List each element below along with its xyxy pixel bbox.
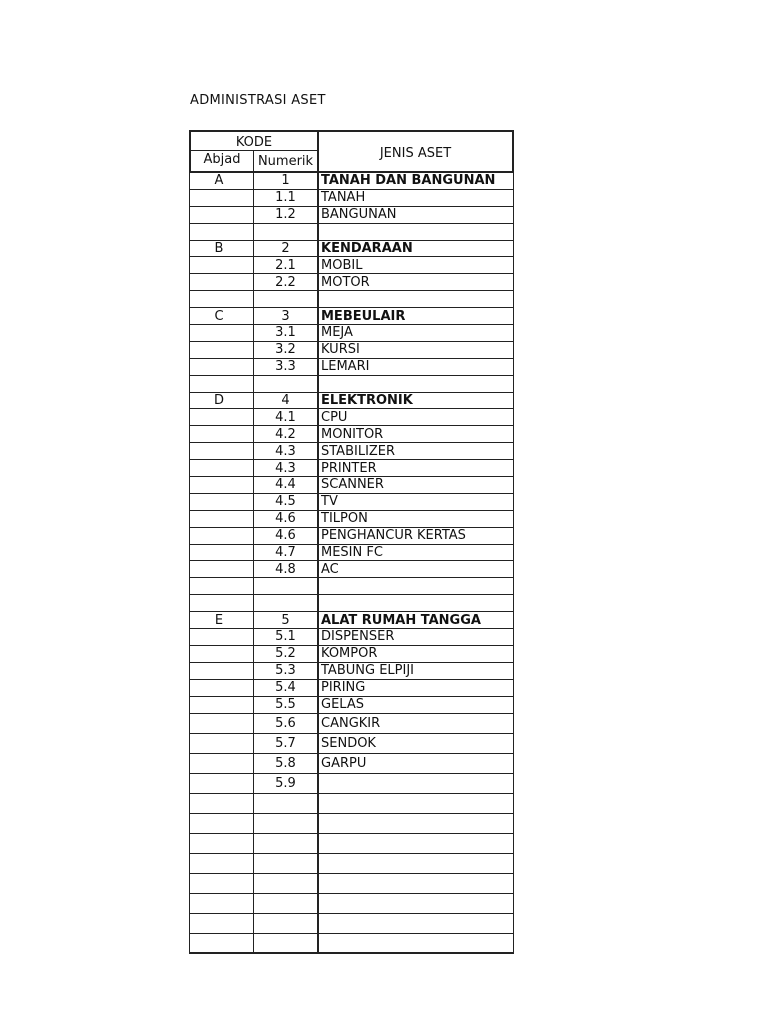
- cell-jenis-aset: TABUNG ELPIJI: [321, 663, 414, 679]
- cell-jenis-aset: SCANNER: [321, 477, 384, 493]
- table-row: [189, 274, 514, 291]
- cell-jenis-aset: TV: [321, 494, 338, 510]
- cell-abjad: D: [189, 393, 254, 409]
- cell-jenis-aset: [319, 814, 514, 833]
- cell-abjad: [189, 914, 254, 933]
- cell-jenis-aset: ELEKTRONIK: [321, 393, 413, 409]
- table-row: [189, 342, 514, 359]
- table-row: [189, 697, 514, 714]
- table-row: [189, 914, 514, 934]
- cell-numerik: [254, 934, 319, 953]
- table-row: [189, 207, 514, 224]
- table-row: [189, 663, 514, 680]
- cell-abjad: [189, 595, 254, 611]
- table-row: [189, 511, 514, 528]
- category-row: [189, 241, 514, 258]
- cell-jenis-aset: MOBIL: [321, 257, 363, 273]
- cell-jenis-aset: [319, 934, 514, 953]
- table-row: [189, 814, 514, 834]
- cell-numerik: 3: [254, 308, 319, 324]
- table-row: [189, 257, 514, 274]
- cell-abjad: [189, 697, 254, 713]
- cell-jenis-aset: MESIN FC: [321, 545, 383, 561]
- cell-jenis-aset: [319, 291, 514, 307]
- cell-abjad: [189, 207, 254, 223]
- cell-abjad: [189, 754, 254, 773]
- cell-numerik: 5.1: [254, 629, 319, 645]
- table-row: [189, 426, 514, 443]
- cell-numerik: [254, 874, 319, 893]
- header-kode: KODE: [189, 130, 319, 151]
- cell-abjad: [189, 734, 254, 753]
- table-row: [189, 774, 514, 794]
- table-row: [189, 834, 514, 854]
- table-row: [189, 794, 514, 814]
- table-row: [189, 934, 514, 954]
- table-row: [189, 190, 514, 207]
- cell-jenis-aset: CANGKIR: [321, 715, 381, 731]
- cell-abjad: [189, 409, 254, 425]
- cell-numerik: 4.3: [254, 460, 319, 476]
- cell-abjad: [189, 814, 254, 833]
- table-row: [189, 545, 514, 562]
- table-row: [189, 224, 514, 241]
- cell-numerik: 1.2: [254, 207, 319, 223]
- cell-jenis-aset: [319, 794, 514, 813]
- cell-abjad: [189, 578, 254, 594]
- cell-numerik: [254, 834, 319, 853]
- cell-abjad: [189, 359, 254, 375]
- cell-abjad: [189, 325, 254, 341]
- category-row: [189, 308, 514, 325]
- table-row: [189, 894, 514, 914]
- cell-jenis-aset: KENDARAAN: [321, 241, 413, 256]
- cell-abjad: [189, 511, 254, 527]
- cell-abjad: [189, 774, 254, 793]
- cell-abjad: [189, 934, 254, 953]
- table-row: [189, 494, 514, 511]
- cell-abjad: [189, 629, 254, 645]
- cell-jenis-aset: LEMARI: [321, 359, 370, 375]
- cell-numerik: 5: [254, 612, 319, 628]
- table-row: [189, 680, 514, 697]
- cell-numerik: 5.8: [254, 754, 319, 773]
- cell-numerik: 4.8: [254, 561, 319, 577]
- cell-numerik: 1: [254, 173, 319, 189]
- cell-numerik: 4.3: [254, 443, 319, 459]
- cell-jenis-aset: BANGUNAN: [321, 207, 397, 223]
- header-jenis-aset: JENIS ASET: [319, 130, 514, 173]
- cell-jenis-aset: [319, 914, 514, 933]
- cell-abjad: [189, 376, 254, 392]
- cell-abjad: [189, 894, 254, 913]
- cell-abjad: B: [189, 241, 254, 257]
- cell-jenis-aset: TILPON: [321, 511, 368, 527]
- cell-numerik: 4.4: [254, 477, 319, 493]
- cell-jenis-aset: KURSI: [321, 342, 360, 358]
- cell-jenis-aset: [319, 595, 514, 611]
- cell-numerik: [254, 291, 319, 307]
- table-row: [189, 754, 514, 774]
- cell-jenis-aset: STABILIZER: [321, 443, 396, 459]
- table-body: [189, 173, 514, 954]
- cell-numerik: 4.5: [254, 494, 319, 510]
- cell-abjad: [189, 545, 254, 561]
- cell-abjad: [189, 494, 254, 510]
- table-row: [189, 325, 514, 342]
- cell-jenis-aset: MEBEULAIR: [321, 308, 406, 324]
- cell-numerik: [254, 914, 319, 933]
- cell-numerik: 1.1: [254, 190, 319, 206]
- cell-numerik: 4: [254, 393, 319, 409]
- cell-numerik: 4.2: [254, 426, 319, 442]
- cell-jenis-aset: DISPENSER: [321, 629, 395, 645]
- cell-abjad: C: [189, 308, 254, 324]
- cell-abjad: [189, 714, 254, 733]
- cell-jenis-aset: SENDOK: [321, 735, 376, 751]
- cell-abjad: [189, 460, 254, 476]
- cell-abjad: [189, 224, 254, 240]
- cell-numerik: 3.2: [254, 342, 319, 358]
- cell-jenis-aset: [319, 578, 514, 594]
- table-row: [189, 874, 514, 894]
- cell-jenis-aset: PRINTER: [321, 460, 377, 476]
- cell-numerik: 5.4: [254, 680, 319, 696]
- cell-abjad: [189, 528, 254, 544]
- table-row: [189, 578, 514, 595]
- cell-numerik: 4.6: [254, 511, 319, 527]
- cell-jenis-aset: [319, 224, 514, 240]
- cell-abjad: [189, 874, 254, 893]
- cell-abjad: [189, 561, 254, 577]
- table-row: [189, 460, 514, 477]
- cell-jenis-aset: ALAT RUMAH TANGGA: [321, 612, 481, 628]
- cell-numerik: [254, 595, 319, 611]
- cell-abjad: [189, 443, 254, 459]
- cell-numerik: [254, 854, 319, 873]
- cell-numerik: [254, 578, 319, 594]
- cell-numerik: 4.6: [254, 528, 319, 544]
- cell-jenis-aset: GELAS: [321, 697, 364, 713]
- category-row: [189, 173, 514, 190]
- table-row: [189, 734, 514, 754]
- cell-abjad: [189, 663, 254, 679]
- table-row: [189, 854, 514, 874]
- cell-abjad: [189, 342, 254, 358]
- page-title: ADMINISTRASI ASET: [190, 93, 326, 108]
- table-row: [189, 646, 514, 663]
- cell-numerik: [254, 224, 319, 240]
- cell-numerik: 4.7: [254, 545, 319, 561]
- cell-jenis-aset: MEJA: [321, 325, 353, 341]
- cell-jenis-aset: [319, 894, 514, 913]
- cell-abjad: [189, 477, 254, 493]
- cell-abjad: [189, 834, 254, 853]
- table-row: [189, 629, 514, 646]
- asset-table: [189, 130, 514, 953]
- cell-abjad: E: [189, 612, 254, 628]
- table-row: [189, 359, 514, 376]
- table-row: [189, 714, 514, 734]
- cell-jenis-aset: KOMPOR: [321, 646, 378, 662]
- cell-numerik: 5.5: [254, 697, 319, 713]
- cell-abjad: [189, 190, 254, 206]
- category-row: [189, 612, 514, 629]
- cell-jenis-aset: GARPU: [321, 755, 367, 771]
- cell-jenis-aset: [319, 834, 514, 853]
- cell-jenis-aset: PENGHANCUR KERTAS: [321, 528, 466, 544]
- cell-numerik: 5.2: [254, 646, 319, 662]
- cell-abjad: [189, 646, 254, 662]
- table-row: [189, 443, 514, 460]
- cell-numerik: [254, 376, 319, 392]
- table-row: [189, 409, 514, 426]
- cell-numerik: [254, 894, 319, 913]
- cell-numerik: 4.1: [254, 409, 319, 425]
- cell-jenis-aset: [319, 874, 514, 893]
- cell-numerik: 2.2: [254, 274, 319, 290]
- header-abjad: Abjad: [189, 151, 254, 173]
- table-row: [189, 291, 514, 308]
- cell-abjad: [189, 854, 254, 873]
- cell-jenis-aset: [319, 376, 514, 392]
- cell-numerik: 5.6: [254, 714, 319, 733]
- cell-jenis-aset: TANAH DAN BANGUNAN: [321, 173, 496, 189]
- cell-jenis-aset: MONITOR: [321, 426, 384, 442]
- table-row: [189, 477, 514, 494]
- cell-jenis-aset: [319, 854, 514, 873]
- table-row: [189, 595, 514, 612]
- cell-numerik: 2.1: [254, 257, 319, 273]
- cell-abjad: [189, 274, 254, 290]
- cell-jenis-aset: AC: [321, 561, 339, 577]
- table-row: [189, 376, 514, 393]
- cell-numerik: 5.9: [254, 774, 319, 793]
- cell-numerik: 3.3: [254, 359, 319, 375]
- cell-jenis-aset: CPU: [321, 409, 348, 425]
- cell-numerik: 2: [254, 241, 319, 257]
- cell-abjad: [189, 291, 254, 307]
- cell-abjad: [189, 426, 254, 442]
- cell-jenis-aset: [319, 774, 514, 793]
- cell-numerik: 3.1: [254, 325, 319, 341]
- category-row: [189, 393, 514, 410]
- cell-jenis-aset: TANAH: [321, 190, 366, 206]
- cell-abjad: [189, 257, 254, 273]
- cell-jenis-aset: MOTOR: [321, 274, 370, 290]
- cell-numerik: 5.3: [254, 663, 319, 679]
- cell-abjad: [189, 794, 254, 813]
- cell-numerik: [254, 794, 319, 813]
- table-row: [189, 561, 514, 578]
- cell-jenis-aset: PIRING: [321, 680, 366, 696]
- cell-numerik: 5.7: [254, 734, 319, 753]
- cell-abjad: A: [189, 173, 254, 189]
- cell-abjad: [189, 680, 254, 696]
- cell-numerik: [254, 814, 319, 833]
- header-numerik: Numerik: [254, 151, 319, 173]
- table-row: [189, 528, 514, 545]
